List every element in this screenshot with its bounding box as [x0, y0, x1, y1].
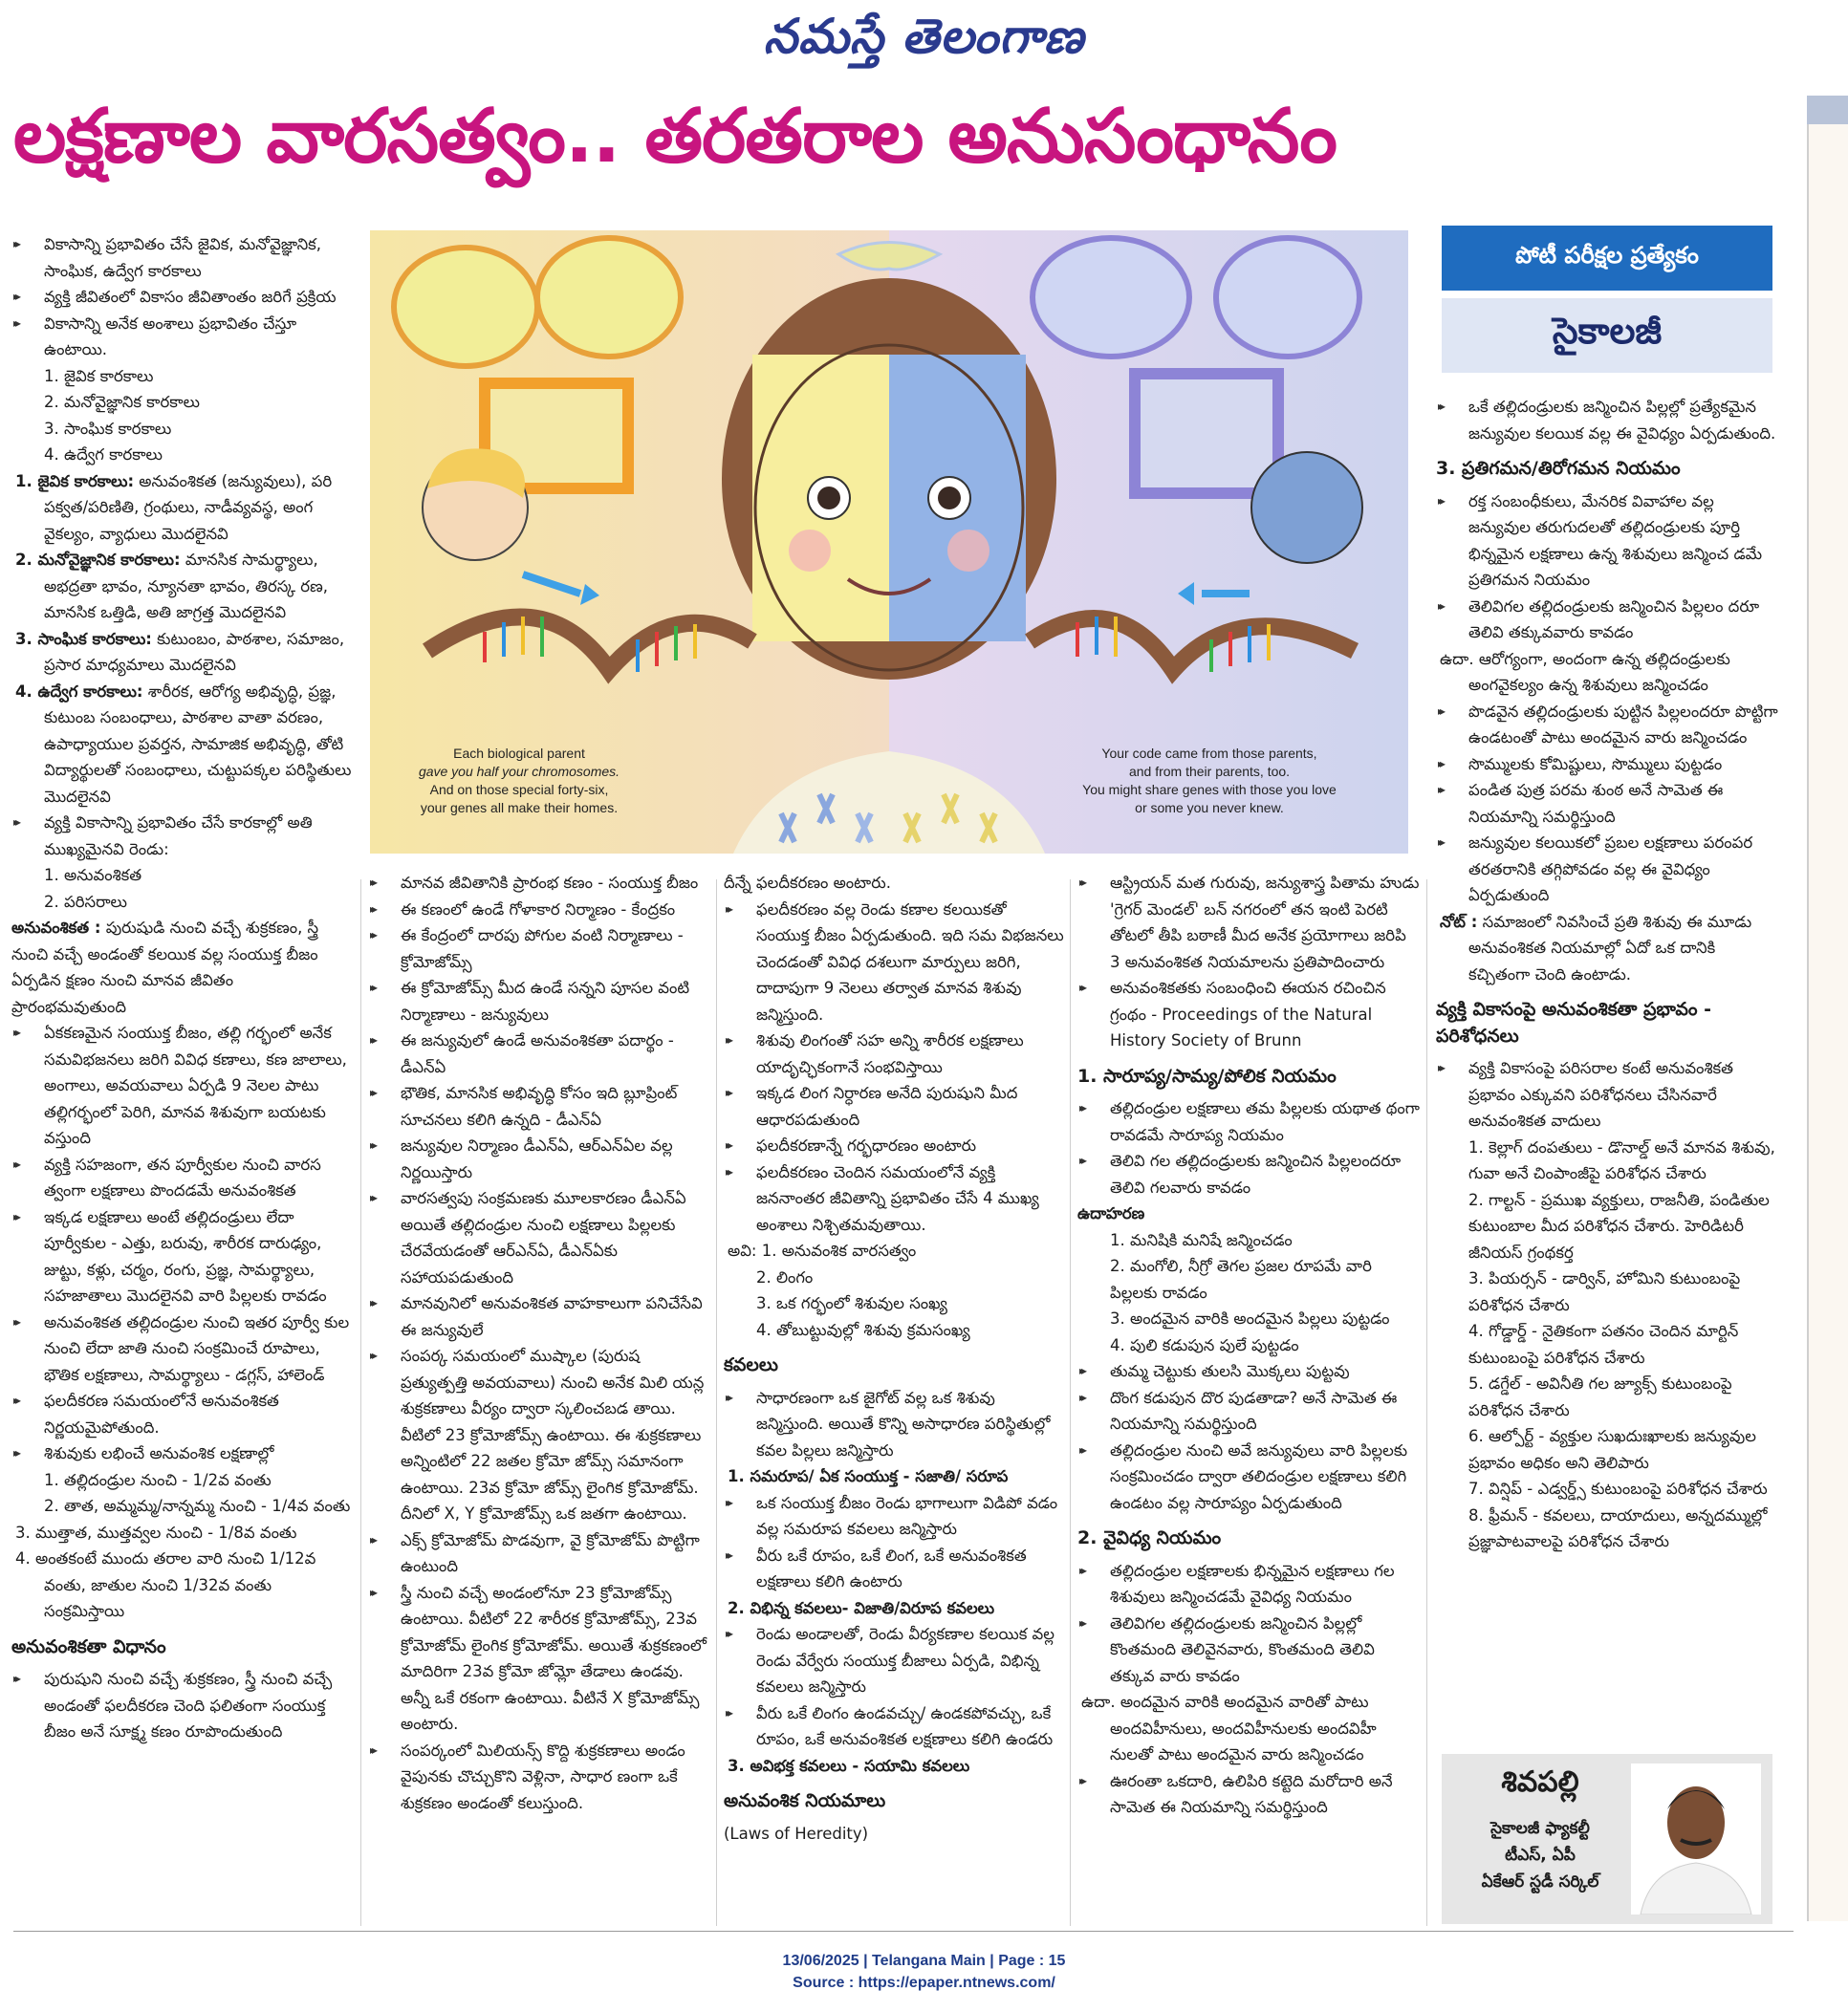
item-text: తెలివిగల తల్లిదండ్రులకు జన్మించిన పిల్లల్లో కొంతమంది తెలివైనవారు, కొంతమంది తెలివి తక్కువ వారు కావడం	[1110, 1613, 1375, 1685]
item-text: ఒకే తల్లిదండ్రులకు జన్మించిన పిల్లల్లో ప్రత్యేకమైన జన్యువుల కలయిక వల్ల ఈ వైవిధ్యం ఏర్పడుతుంది.	[1468, 398, 1776, 443]
caption-left-line: Each biological parent	[453, 746, 585, 761]
section-tag: పోటీ పరీక్షల ప్రత్యేకం	[1442, 226, 1772, 291]
item-text: పురుషుని నుంచి వచ్చే శుక్రకణం, స్త్రీ నుంచి వచ్చే అండంతో ఫలదీకరణ చెంది ఫలితంగా సంయుక్త బీజం అనే సూక్ష్మ కణం రూపొందుతుంది	[44, 1670, 333, 1741]
footer-rule	[13, 1931, 1794, 1932]
bullet-item	[368, 1028, 710, 1080]
bullet-item	[368, 975, 710, 1028]
item-text: 2. తాత, అమ్మమ్మ/నాన్నమ్మ నుంచి - 1/4వ వంతు	[44, 1497, 351, 1515]
item-text: 8. ఫ్రీమన్ - కవలలు, దాయాదులు, అన్నదమ్ముల్లో ప్రజ్ఞాపాటవాలపై పరిశోధన చేశారు	[1468, 1505, 1768, 1550]
bullet-item	[368, 1080, 710, 1133]
item-text: 6. ఆల్పోర్ట్ - వ్యక్తుల సుఖదుఃఖాలకు జన్యువుల ప్రభావం అధికం అని తెలిపారు	[1468, 1427, 1756, 1472]
text-item	[1436, 1423, 1778, 1476]
text-item	[11, 416, 352, 443]
caption-right-line: You might share genes with those you love	[1082, 782, 1337, 797]
item-text: భౌతిక, మానసిక అభివృద్ధి కోసం ఇది బ్లూప్రింట్ సూచనలు కలిగి ఉన్నది - డీఎన్ఏ	[401, 1084, 678, 1129]
item-text: వ్యక్తి వికాసంపై అనువంశికతా ప్రభావం - పరిశోధనలు	[1436, 999, 1711, 1047]
subject-title: సైకాలజీ	[1442, 298, 1772, 373]
item-text: అనువంశికతకు సంబంధించి ఈయన రచించిన గ్రంథం - Proceedings of the Natural History Society of Brunn	[1110, 979, 1386, 1049]
bullet-item	[724, 1700, 1064, 1753]
text-item	[11, 363, 352, 390]
text-item	[1436, 646, 1778, 699]
item-text: 4. అంతకంటే ముందు తరాల వారి నుంచి 1/12వ వంతు, జాతుల నుంచి 1/32వ వంతు సంక్రమిస్తాయి	[15, 1549, 316, 1620]
bullet-item	[368, 1527, 710, 1580]
text-item	[724, 1265, 1064, 1291]
text-item	[724, 1595, 1064, 1622]
item-text: ఉదా. ఆరోగ్యంగా, అందంగా ఉన్న తల్లిదండ్రులకు అంగవైకల్యం ఉన్న శిశువులు జన్మించడం	[1440, 649, 1730, 694]
text-item	[724, 1238, 1064, 1265]
footer-date-line: 13/06/2025 | Telangana Main | Page : 15	[782, 1953, 1066, 1969]
bullet-item	[1436, 777, 1778, 830]
item-text: ఈ కణంలో ఉండే గోళాకార నిర్మాణం - కేంద్రకం	[401, 899, 676, 919]
item-text: 3. ముత్తాత, ముత్తవ్వల నుంచి - 1/8వ వంతు	[15, 1523, 297, 1542]
item-text: 4. గోడ్డార్డ్ - నైతికంగా పతనం చెందిన మార్టిన్ కుటుంబంపై పరిశోధన చేశారు	[1468, 1322, 1739, 1367]
text-item	[724, 1753, 1064, 1780]
bullet-item	[11, 231, 352, 284]
column-divider	[360, 879, 361, 1926]
item-text: పొడవైన తల్లిదండ్రులకు పుట్టిన పిల్లలందరూ పొట్టిగా ఉండటంతో పాటు అందమైన వారు జన్మించడం	[1468, 702, 1778, 746]
item-text: 4. ఉద్వేగ కారకాలు	[44, 445, 163, 464]
item-text: (Laws of Heredity)	[724, 1824, 869, 1843]
text-item	[724, 1463, 1064, 1490]
item-text: మానవ జీవితానికి ప్రారంభ కణం - సంయుక్త బీజం	[401, 874, 699, 892]
item-text: ఎక్స్ క్రోమోజోమ్ పొడవుగా, వై క్రోమోజోమ్ పొట్టిగా ఉంటుంది	[401, 1530, 700, 1575]
bullet-item	[1436, 394, 1778, 446]
text-item	[11, 1467, 352, 1494]
bullet-item	[11, 284, 352, 311]
item-text: సమాజంలో నివసించే ప్రతి శిశువు ఈ మూడు అనువంశికత నియమాల్లో ఏదో ఒక దానికి కచ్చితంగా చెంది ఉంటాడు.	[1468, 912, 1752, 984]
item-label: 4. ఉద్వేగ కారకాలు:	[15, 681, 143, 701]
item-text: జన్యువుల కలయికలో ప్రబల లక్షణాలు పరంపర తరతరానికి తగ్గిపోవడం వల్ల ఈ వైవిధ్యం ఏర్పడుతుంది	[1468, 833, 1753, 904]
item-text: వీరు ఒకే లింగం ఉండవచ్చు/ ఉండకపోవచ్చు, ఒకే రూపం, ఒకే అనువంశికత లక్షణాలు కలిగి ఉండరు	[756, 1703, 1054, 1748]
text-item	[11, 1493, 352, 1520]
column-divider	[1426, 879, 1427, 1926]
item-text: ఈ క్రోమోజోమ్స్ మీద ఉండే సన్నని పూసల వంటి నిర్మాణాలు - జన్యువులు	[401, 979, 690, 1024]
text-item	[11, 547, 352, 626]
item-text: శిశువు లింగంతో సహ అన్ని శారీరక లక్షణాలు యాదృచ్ఛికంగానే సంభవిస్తాయి	[756, 1031, 1024, 1076]
text-item	[724, 1290, 1064, 1317]
bullet-item	[368, 922, 710, 975]
item-text: మానసిక సామర్థ్యాలు, అభద్రతా భావం, న్యూనతా భావం, తిరస్క రణ, మానసిక ఒత్తిడి, అతి జాగ్రత్త మొదలైనవి	[44, 551, 328, 621]
item-text: ఇక్కడ లింగ నిర్ధారణ అనేది పురుషుని మీద ఆధారపడుతుంది	[756, 1084, 1018, 1129]
bullet-item	[724, 1621, 1064, 1700]
item-label: అనువంశికత :	[11, 919, 101, 937]
section-heading	[724, 1352, 1064, 1379]
text-item	[1436, 1371, 1778, 1423]
item-text: దొంగ కడుపున దొర పుడతాడా? అనే సామెత ఈ నియమాన్ని సమర్థిస్తుంది	[1110, 1388, 1398, 1433]
item-text: 2. లింగం	[756, 1267, 814, 1287]
item-text: ఆస్ట్రియన్ మత గురువు, జన్యుశాస్త్ర పితామ హుడు 'గ్రెగర్ మెండల్' బన్ నగరంలో తన ఇంటి పెరటి తోటలో తీపి బఠాణీ మీద అనేక ప్రయోగాలు జరిపి 3 అనువంశికత నియమాలను ప్రతిపాదించారు	[1110, 874, 1420, 971]
item-text: వికాసాన్ని అనేక అంశాలు ప్రభావితం చేస్తూ ఉంటాయి.	[44, 314, 297, 358]
text-item	[1077, 1253, 1420, 1306]
caption-right-line: and from their parents, too.	[1128, 764, 1291, 779]
item-text: వీరు ఒకే రూపం, ఒకే లింగ, ఒకే అనువంశికత లక్షణాలు కలిగి ఉంటారు	[756, 1546, 1027, 1590]
item-label: 3. సాంఘిక కారకాలు:	[15, 629, 152, 648]
bullet-item	[1077, 1768, 1420, 1821]
item-label: 2. మనోవైజ్ఞానిక కారకాలు:	[15, 551, 181, 569]
text-item	[11, 1520, 352, 1547]
text-item	[1436, 1187, 1778, 1266]
bullet-item	[368, 897, 710, 923]
item-text: తెలివిగల తల్లిదండ్రులకు జన్మించిన పిల్లలం దరూ తెలివి తక్కువవారు కావడం	[1468, 596, 1760, 641]
item-text: 7. విన్షిప్ - ఎడ్వర్డ్స్ కుటుంబంపై పరిశోధన చేశారు	[1468, 1480, 1768, 1498]
bullet-item	[1077, 1438, 1420, 1517]
text-item	[724, 1821, 1064, 1848]
item-text: సంపర్కంలో మిలియన్స్ కొద్ది శుక్రకణాలు అండం వైపునకు చొచ్చుకొని వెళ్లినా, సాధార ణంగా ఒకే శుక్రకణం అండంతో కలుస్తుంది.	[401, 1741, 685, 1812]
column-5	[1436, 394, 1778, 1749]
bullet-item	[368, 870, 710, 897]
item-text: తుమ్మ చెట్టుకు తులసి మొక్కలు పుట్టవు	[1110, 1362, 1350, 1380]
item-text: పురుషుడి నుంచి వచ్చే శుక్రకణం, స్త్రీ నుంచి వచ్చే అండంతో కలయిక వల్ల సంయుక్త బీజం ఏర్పడిన క్షణం నుంచి మానవ జీవితం ప్రారంభమవుతుంది	[11, 919, 319, 1016]
bullet-item	[368, 1185, 710, 1290]
item-text: కవలలు	[724, 1354, 778, 1375]
text-item	[1436, 909, 1778, 988]
caption-left	[404, 745, 634, 817]
column-2	[368, 870, 710, 1902]
bullet-item	[724, 1080, 1064, 1133]
item-text: అనువంశిక నియమాలు	[724, 1790, 886, 1811]
section-heading	[1436, 997, 1778, 1049]
text-item	[11, 889, 352, 916]
bullet-item	[1077, 1148, 1420, 1201]
item-text: ఫలదీకరణ సమయంలోనే అనువంశికత నిర్ణయమైపోతుంది.	[44, 1392, 279, 1437]
item-text: శారీరక, ఆరోగ్య అభివృద్ధి, ప్రజ్ఞ, కుటుంబ సంబంధాలు, పాఠశాల వాతా వరణం, ఉపాధ్యాయుల ప్రవర్తన, సామాజిక అభివృద్ధి, తోటి విద్యార్థులతో సంబంధాలు, చుట్టుపక్కల పరిస్థితులు మొదలైనవి	[44, 681, 352, 806]
item-text: వ్యక్తి వికాసంపై పరిసరాల కంటే అనువంశికత ప్రభావం ఎక్కువని పరిశోధనలు చేసినవారే అనువంశికత వాదులు	[1468, 1059, 1733, 1130]
item-text: అనువంశికత తల్లిదండ్రుల నుంచి ఇతర పూర్వీ కుల నుంచి లేదా జాతి నుంచి సంక్రమించే రూపాలు, భౌతిక లక్షణాలు, సామర్థ్యాలు - డగ్లస్, హాలెండ్	[44, 1312, 350, 1384]
author-box	[1442, 1754, 1772, 1924]
bullet-item	[11, 1152, 352, 1204]
text-item	[11, 679, 352, 811]
text-item	[11, 1546, 352, 1625]
column-4	[1077, 870, 1420, 1902]
item-text: దీన్నే ఫలదీకరణం అంటారు.	[724, 874, 891, 892]
bullet-item	[724, 1133, 1064, 1159]
caption-right	[1066, 745, 1353, 817]
text-item	[1077, 1306, 1420, 1332]
bullet-item	[11, 1440, 352, 1467]
bullet-item	[1077, 1611, 1420, 1690]
bullet-item	[1077, 975, 1420, 1054]
item-text: వికాసాన్ని ప్రభావితం చేసే జైవిక, మనోవైజ్ఞానిక, సాంఘిక, ఉద్వేగ కారకాలు	[44, 235, 322, 280]
item-text: ఫలదీకరణాన్నే గర్భధారణం అంటారు	[756, 1136, 977, 1155]
item-text: 3. ప్రతిగమన/తిరోగమన నియమం	[1436, 458, 1681, 479]
item-text: శిశువుకు లభించే అనువంశిక లక్షణాల్లో	[44, 1444, 274, 1462]
text-item	[1077, 1332, 1420, 1359]
section-heading	[11, 1634, 352, 1661]
text-item	[1436, 1503, 1778, 1555]
caption-right-line: Your code came from those parents,	[1101, 746, 1317, 761]
item-text: ఈ జన్యువులో ఉండే అనువంశికతా పదార్థం - డీఎన్ఏ	[401, 1031, 674, 1076]
item-text: ఒక సంయుక్త బీజం రెండు భాగాలుగా విడిపో వడం వల్ల సమరూప కవలలు జన్మిస్తారు	[756, 1493, 1058, 1538]
text-item	[11, 626, 352, 679]
item-text: 1. అనువంశికత	[44, 866, 142, 884]
text-item	[11, 915, 352, 1020]
author-role-line: టీఎస్, ఏపీ	[1505, 1846, 1576, 1865]
item-text: ఈ కేంద్రంలో దారపు పోగుల వంటి నిర్మాణాలు - క్రోమోజోమ్స్	[401, 926, 684, 971]
item-text: 1. కెల్లాగ్ దంపతులు - డొనాల్డ్ అనే మానవ శిశువు, గువా అనే చింపాంజీపై పరిశోధన చేశారు	[1468, 1137, 1775, 1182]
section-heading	[1436, 456, 1778, 483]
bullet-item	[1077, 1558, 1420, 1611]
item-text: 3. పియర్సన్ - డార్విన్, హోమిని కుటుంబంపై పరిశోధన చేశారు	[1468, 1269, 1741, 1314]
author-name: శివపల్లి	[1501, 1765, 1579, 1799]
bullet-item	[1436, 699, 1778, 751]
item-text: ఊరంతా ఒకదారి, ఉలిపిరి కట్టెది మరోదారి అనే సామెత ఈ నియమాన్ని సమర్థిస్తుంది	[1110, 1771, 1393, 1816]
item-text: 4. పులి కడుపున పులే పుట్టడం	[1110, 1335, 1299, 1354]
text-item	[11, 389, 352, 416]
bullet-item	[724, 897, 1064, 1028]
item-text: 1. తల్లిదండ్రుల నుంచి - 1/2వ వంతు	[44, 1470, 272, 1489]
item-text: 3. ఒక గర్భంలో శిశువుల సంఖ్య	[756, 1294, 947, 1312]
text-item	[1077, 1201, 1420, 1227]
item-text: అనువంశికత (జన్యువులు), పరి పక్వత/పరిణితి, గ్రంథులు, నాడీవ్యవస్థ, అంగ వైకల్యం, వ్యాధులు మొదలైనవి	[44, 471, 333, 543]
item-text: 1. సారూప్య/సామ్య/పోలిక నియమం	[1077, 1065, 1337, 1087]
adjacent-article-edge	[1807, 96, 1848, 1921]
genetics-illustration	[370, 230, 1408, 854]
caption-left-line: gave you half your chromosomes.	[418, 764, 620, 779]
bullet-item	[1077, 870, 1420, 975]
text-item	[1077, 1689, 1420, 1768]
item-text: వ్యక్తి వికాసాన్ని ప్రభావితం చేసే కారకాల్లో అతి ముఖ్యమైనవి రెండు:	[44, 813, 313, 858]
item-text: అవి: 1. అనువంశిక వారసత్వం	[728, 1242, 917, 1260]
item-text: 1. జైవిక కారకాలు	[44, 366, 154, 385]
item-text: సాధారణంగా ఒక జైగోట్ వల్ల ఒక శిశువు జన్మిస్తుంది. అయితే కొన్ని అసాధారణ పరిస్థితుల్లో కవల పిల్లలు జన్మిస్తారు	[756, 1388, 1051, 1460]
author-role-line: సైకాలజీ ఫ్యాకల్టీ	[1490, 1819, 1590, 1838]
item-text: 4. తోబుట్టువుల్లో శిశువు క్రమసంఖ్య	[756, 1320, 970, 1339]
bullet-item	[11, 1020, 352, 1152]
text-item	[724, 870, 1064, 897]
bullet-item	[1436, 830, 1778, 909]
column-1	[11, 231, 352, 1899]
item-label: 3. అవిభక్త కవలలు - సయామి కవలలు	[728, 1756, 970, 1775]
section-heading	[724, 1788, 1064, 1815]
bullet-item	[724, 1385, 1064, 1464]
item-text: స్త్రీ నుంచి వచ్చే అండంలోనూ 23 క్రోమోజోమ్స్ ఉంటాయి. వీటిలో 22 శారీరక క్రోమోజోమ్స్, 23వ క్రోమోజోమ్ లైంగిక క్రోమోజోమ్. అయితే శుక్రకణంలో మాదిరిగా 23వ క్రోమో జోమ్లో తేడాలు ఉండవు. అన్నీ ఒకే రకంగా ఉంటాయి. వీటినే X క్రోమోజోమ్స్ అంటారు.	[401, 1583, 707, 1733]
item-text: 3. సాంఘిక కారకాలు	[44, 419, 172, 438]
footer	[0, 1950, 1848, 1994]
column-divider	[716, 879, 717, 1926]
text-item	[11, 862, 352, 889]
bullet-item	[368, 1290, 710, 1343]
item-text: జన్యువుల నిర్మాణం డీఎన్ఏ, ఆర్ఎన్ఏల వల్ల నిర్ణయిస్తారు	[401, 1136, 673, 1181]
bullet-item	[1436, 488, 1778, 594]
bullet-item	[724, 1490, 1064, 1543]
item-text: 1. మనిషికి మనిషే జన్మించడం	[1110, 1230, 1293, 1249]
item-text: రక్త సంబంధీకులు, మేనరిక వివాహాల వల్ల జన్యువుల తరుగుదలతో తల్లిదండ్రులకు పూర్తి భిన్నమైన లక్షణాలు ఉన్న శిశువులు జన్మించ డమే ప్రతిగమన నియమం	[1468, 491, 1763, 589]
text-item	[724, 1317, 1064, 1344]
item-label: ఉదాహరణ	[1077, 1204, 1145, 1222]
bullet-item	[11, 311, 352, 363]
bullet-item	[1436, 751, 1778, 778]
caption-left-line: your genes all make their homes.	[420, 800, 619, 815]
author-role	[1449, 1815, 1631, 1895]
author-photo	[1631, 1763, 1761, 1915]
bullet-item	[368, 1738, 710, 1817]
bullet-item	[368, 1133, 710, 1185]
item-text: తెలివి గల తల్లిదండ్రులకు జన్మించిన పిల్లలందరూ తెలివి గలవారు కావడం	[1110, 1152, 1402, 1197]
masthead: నమస్తే తెలంగాణ	[763, 8, 1085, 64]
caption-right-line: or some you never knew.	[1135, 800, 1284, 815]
item-text: వారసత్వపు సంక్రమణకు మూలకారణం డీఎన్ఏ అయితే తల్లిదండ్రుల నుంచి లక్షణాలు పిల్లలకు చేరవేయడంతో ఆర్ఎన్ఏ, డీఎన్ఏకు సహాయపడుతుంది	[401, 1189, 686, 1287]
author-portrait	[1631, 1763, 1761, 1915]
item-text: పండిత పుత్ర పరమ శుంఠ అనే సామెత ఈ నియమాన్ని సమర్థిస్తుంది	[1468, 781, 1724, 826]
item-text: తల్లిదండ్రుల నుంచి అవే జన్యువులు వారి పిల్లలకు సంక్రమించడం ద్వారా తలిదండ్రుల లక్షణాలు కలిగి ఉండటం వల్ల సారూప్యం ఏర్పడుతుంది	[1110, 1440, 1408, 1512]
item-text: 2. మనోవైజ్ఞానిక కారకాలు	[44, 393, 200, 411]
item-text: వ్యక్తి సహజంగా, తన పూర్వీకుల నుంచి వారస త్వంగా లక్షణాలు పొందడమే అనువంశికత	[44, 1155, 321, 1200]
item-text: ఫలదీకరణం వల్ల రెండు కణాల కలయికతో సంయుక్త బీజం ఏర్పడుతుంది. ఇది సమ విభజనలు చెందడంతో వివిధ దశలుగా మార్పులు జరిగి, దాదాపుగా 9 నెలలు తర్వాత మానవ శిశువు జన్మిస్తుంది.	[756, 899, 1064, 1024]
text-item	[1436, 1135, 1778, 1187]
bullet-item	[11, 1204, 352, 1309]
bullet-item	[1436, 594, 1778, 646]
item-text: తల్లిదండ్రుల లక్షణాలు తమ పిల్లలకు యథాత థంగా రావడమే సారూప్య నియమం	[1110, 1099, 1420, 1144]
text-item	[1436, 1476, 1778, 1503]
bullet-item	[724, 1159, 1064, 1239]
item-text: 3. అందమైన వారికి అందమైన పిల్లలు పుట్టడం	[1110, 1309, 1390, 1328]
item-text: ఇక్కడ లక్షణాలు అంటే తల్లిదండ్రులు లేదా పూర్వీకుల - ఎత్తు, బరువు, శారీరక దారుఢ్యం, జుట్టు, కళ్లు, చర్మం, రంగు, ప్రజ్ఞ, సామర్థ్యాలు, సహజాతాలు మొదలైనవి వారి పిల్లలకు రావడం	[44, 1207, 327, 1305]
bullet-item	[11, 1309, 352, 1389]
caption-left-line: And on those special forty-six,	[429, 782, 609, 797]
bullet-item	[1436, 1055, 1778, 1135]
item-text: 5. డగ్డేల్ - అవినీతి గల జ్యూక్స్ కుటుంబంపై పరిశోధన చేశారు	[1468, 1374, 1732, 1419]
item-text: తల్లిదండ్రుల లక్షణాలకు భిన్నమైన లక్షణాలు గల శిశువులు జన్మించడమే వైవిధ్య నియమం	[1110, 1561, 1395, 1606]
item-text: 2. గాల్టన్ - ప్రముఖ వ్యక్తులు, రాజనీతి, పండితుల కుటుంబాల మీద పరిశోధన చేశారు. హెరిడిటరీ జీనియస్ గ్రంథకర్త	[1468, 1190, 1770, 1262]
column-divider	[1070, 879, 1071, 1926]
column-3	[724, 870, 1064, 1902]
author-role-line: ఏకేఆర్ స్టడీ సర్కిల్	[1481, 1872, 1599, 1892]
item-label: నోట్ :	[1440, 912, 1478, 931]
text-item	[11, 468, 352, 548]
bullet-item	[11, 1666, 352, 1745]
bullet-item	[368, 1580, 710, 1738]
bullet-item	[724, 1028, 1064, 1080]
bullet-item	[11, 810, 352, 862]
section-heading	[1077, 1525, 1420, 1552]
bullet-item	[1077, 1358, 1420, 1385]
item-text: 2. మంగోలి, నీగ్రో తెగల ప్రజల రూపమే వారి పిల్లలకు రావడం	[1110, 1257, 1372, 1302]
text-item	[1436, 1266, 1778, 1318]
item-text: మానవునిలో అనువంశికత వాహకాలుగా పనిచేసేవి ఈ జన్యువులే	[401, 1294, 703, 1339]
item-text: 2. వైవిధ్య నియమం	[1077, 1527, 1222, 1548]
bullet-item	[1077, 1385, 1420, 1438]
text-item	[1077, 1227, 1420, 1254]
item-text: ఫలదీకరణం చెందిన సమయంలోనే వ్యక్తి జననాంతర జీవితాన్ని ప్రభావితం చేసే 4 ముఖ్య అంశాలు నిశ్చితమవుతాయి.	[756, 1162, 1039, 1234]
text-item	[11, 442, 352, 468]
item-text: సంపర్క సమయంలో ముష్కాల (పురుష ప్రత్యుత్పత్తి అవయవాలు) నుంచి అనేక మిలి యన్ల శుక్రకణాలు వీర్యం ద్వారా స్కలించబడ తాయి. వీటిలో 23 క్రోమోజోమ్స్ ఉంటాయి. ఈ శుక్రకణాలు అన్నింటిలో 22 జతల క్రోమో జోమ్స్ సమానంగా ఉంటాయి. 23వ క్రోమో జోమ్స్ లైంగిక క్రోమోజోమ్. దీనిలో X, Y క్రోమోజోమ్స్ ఒక జతగా ఉంటాయి.	[401, 1347, 705, 1523]
item-label: 1. జైవిక కారకాలు:	[15, 471, 135, 490]
section-heading	[1077, 1064, 1420, 1091]
item-text: ఉదా. అందమైన వారికి అందమైన వారితో పాటు అందవిహీనులు, అందవిహీనులకు అందవిహీ నులతో పాటు అందమైన వారు జన్మించడం	[1081, 1693, 1377, 1763]
footer-source-link[interactable]: Source : https://epaper.ntnews.com/	[793, 1975, 1055, 1991]
text-item	[1436, 1318, 1778, 1371]
adjacent-article-bar	[1807, 96, 1848, 124]
item-text: సొమ్ములకు కోమిష్టులు, సొమ్ములు పుట్టడం	[1468, 754, 1723, 773]
item-label: 2. విభిన్న కవలలు- విజాతి/విరూప కవలలు	[728, 1598, 995, 1617]
item-text: వ్యక్తి జీవితంలో వికాసం జీవితాంతం జరిగే ప్రక్రియ	[44, 288, 337, 306]
item-text: ఏకకణమైన సంయుక్త బీజం, తల్లి గర్భంలో అనేక సమవిభజనలు జరిగి వివిధ కణాలు, కణ జాలాలు, అంగాలు, అవయవాలు ఏర్పడి 9 నెలల పాటు తల్లిగర్భంలో పెరిగి, మానవ శిశువుగా బయటకు వస్తుంది	[44, 1024, 347, 1147]
bullet-item	[724, 1543, 1064, 1595]
bullet-item	[368, 1343, 710, 1527]
item-text: 2. పరిసరాలు	[44, 892, 127, 911]
headline: లక్షణాల వారసత్వం.. తరతరాల అనుసంధానం	[13, 94, 1337, 180]
item-text: కుటుంబం, పాఠశాల, సమాజం, ప్రసార మాధ్యమాలు మొదలైనవి	[44, 629, 345, 674]
item-text: అనువంశికతా విధానం	[11, 1635, 166, 1657]
item-label: 1. సమరూప/ ఏక సంయుక్త - సజాతి/ సరూప	[728, 1467, 1009, 1485]
bullet-item	[1077, 1095, 1420, 1148]
item-text: రెండు అండాలతో, రెండు వీర్యకణాల కలయిక వల్ల రెండు వేర్వేరు సంయుక్త బీజాలు ఏర్పడి, విభిన్న కవలలు జన్మిస్తారు	[756, 1625, 1054, 1696]
bullet-item	[11, 1388, 352, 1440]
